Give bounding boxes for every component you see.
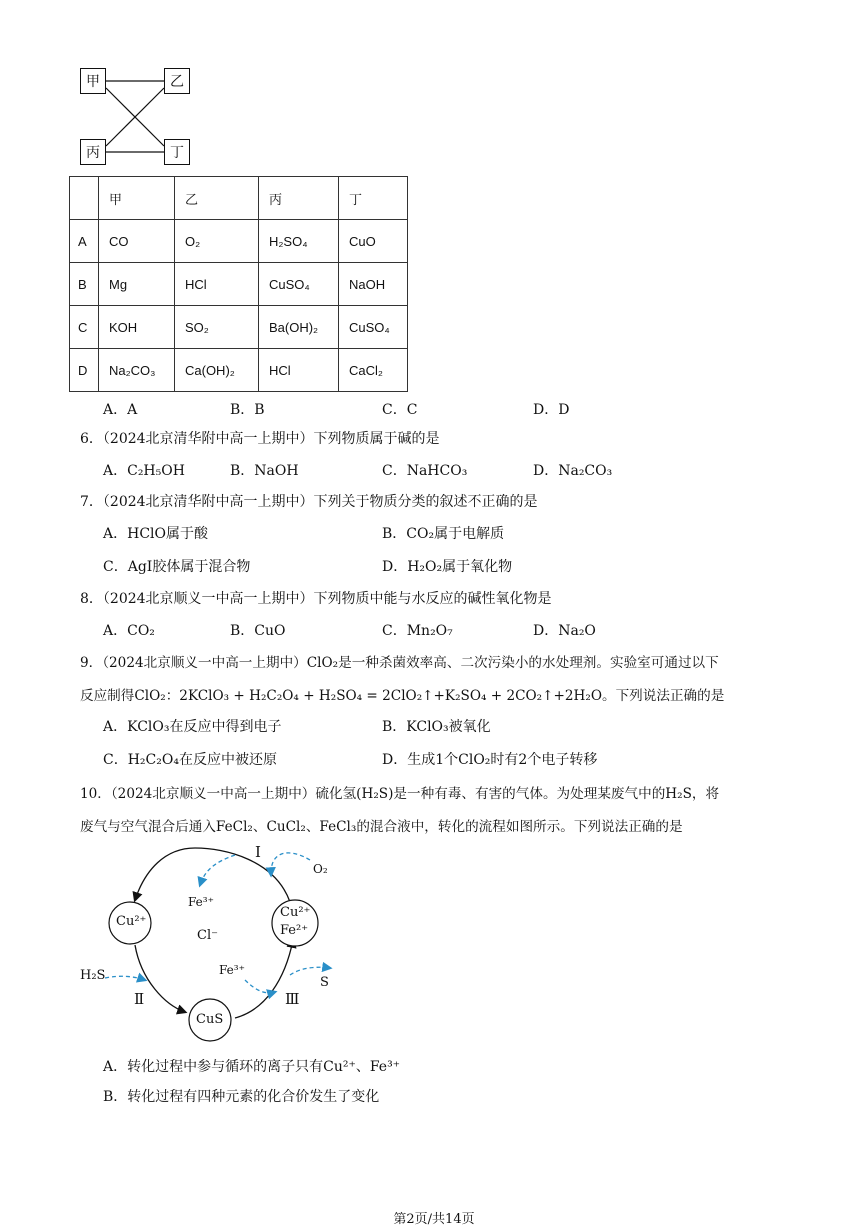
table-cell: HCl bbox=[175, 263, 259, 306]
o2-label: O₂ bbox=[313, 862, 328, 876]
q7-stem: 7．（2024北京清华附中高一上期中）下列关于物质分类的叙述不正确的是 bbox=[80, 494, 538, 510]
table-cell: Na₂CO₃ bbox=[99, 349, 175, 392]
page-footer: 第2页/共14页 bbox=[393, 1212, 475, 1227]
cl-label: Cl⁻ bbox=[197, 928, 218, 943]
q9-option-b[interactable]: B．KClO₃被氧化 bbox=[382, 719, 491, 735]
q6-option-c[interactable]: C．NaHCO₃ bbox=[382, 463, 468, 479]
box-jia: 甲 bbox=[80, 68, 106, 94]
q5-option-a[interactable]: A．A bbox=[103, 402, 138, 418]
q5-option-b[interactable]: B．B bbox=[230, 402, 265, 418]
q6-option-a[interactable]: A．C₂H₅OH bbox=[103, 463, 185, 479]
fe3-top-label: Fe³⁺ bbox=[188, 895, 214, 909]
fe3-bottom-label: Fe³⁺ bbox=[219, 963, 245, 977]
table-row bbox=[70, 263, 408, 306]
q10-option-b[interactable]: B．转化过程有四种元素的化合价发生了变化 bbox=[103, 1089, 380, 1105]
options-table bbox=[69, 176, 408, 392]
box-ding: 丁 bbox=[164, 139, 190, 165]
table-cell: C bbox=[70, 306, 99, 349]
table-cell: SO₂ bbox=[175, 306, 259, 349]
table-cell: D bbox=[70, 349, 99, 392]
q9-option-d[interactable]: D．生成1个ClO₂时有2个电子转移 bbox=[382, 752, 598, 768]
q7-option-c[interactable]: C．AgI胶体属于混合物 bbox=[103, 559, 251, 575]
q8-option-c[interactable]: C．Mn₂O₇ bbox=[382, 623, 453, 639]
table-header-cell: 乙 bbox=[175, 177, 259, 220]
table-cell: B bbox=[70, 263, 99, 306]
s-label: S bbox=[320, 975, 329, 990]
arrow-fe3-out bbox=[200, 855, 235, 885]
table-header-row bbox=[70, 177, 408, 220]
node-cu-label: Cu²⁺ bbox=[116, 914, 147, 929]
q7-option-b[interactable]: B．CO₂属于电解质 bbox=[382, 526, 505, 542]
table-header-cell: 丁 bbox=[339, 177, 408, 220]
q10-option-a[interactable]: A．转化过程中参与循环的离子只有Cu²⁺、Fe³⁺ bbox=[103, 1059, 401, 1075]
h2s-label: H₂S bbox=[80, 968, 106, 983]
table-header-cell: 丙 bbox=[259, 177, 339, 220]
q5-option-d[interactable]: D．D bbox=[533, 402, 570, 418]
q9-stem-line1: 9．（2024北京顺义一中高一上期中）ClO₂是一种杀菌效率高、二次污染小的水处理剂。实验室可通过以下 bbox=[80, 655, 719, 671]
q10-stem-line2: 废气与空气混合后通入FeCl₂、CuCl₂、FeCl₃的混合液中，转化的流程如图所示。下列说法正确的是 bbox=[80, 819, 683, 835]
arrow-fe3-in bbox=[245, 980, 275, 993]
q6-option-b[interactable]: B．NaOH bbox=[230, 463, 299, 479]
table-cell: NaOH bbox=[339, 263, 408, 306]
table-cell: Ba(OH)₂ bbox=[259, 306, 339, 349]
table-cell: A bbox=[70, 220, 99, 263]
table-row bbox=[70, 306, 408, 349]
q6-option-d[interactable]: D．Na₂CO₃ bbox=[533, 463, 613, 479]
q7-option-d[interactable]: D．H₂O₂属于氧化物 bbox=[382, 559, 513, 575]
q8-option-a[interactable]: A．CO₂ bbox=[103, 623, 155, 639]
arrow-s-out bbox=[290, 967, 330, 975]
step3-label: Ⅲ bbox=[285, 990, 300, 1008]
table-header-cell bbox=[70, 177, 99, 220]
arrow-h2s-in bbox=[105, 976, 145, 980]
q10-stem-line1: 10．（2024北京顺义一中高一上期中）硫化氢(H₂S)是一种有毒、有害的气体。为处理某废气中的H₂S，将 bbox=[80, 786, 720, 802]
table-cell: CuSO₄ bbox=[259, 263, 339, 306]
box-yi: 乙 bbox=[164, 68, 190, 94]
node-cus-label: CuS bbox=[196, 1012, 224, 1027]
table-cell: CaCl₂ bbox=[339, 349, 408, 392]
step1-label: I bbox=[255, 843, 261, 861]
node-right-label-top: Cu²⁺ bbox=[280, 905, 311, 920]
q9-option-c[interactable]: C．H₂C₂O₄在反应中被还原 bbox=[103, 752, 277, 768]
arrow-step1 bbox=[135, 848, 290, 902]
q8-option-b[interactable]: B．CuO bbox=[230, 623, 286, 639]
q6-stem: 6．（2024北京清华附中高一上期中）下列物质属于碱的是 bbox=[80, 431, 440, 447]
table-cell: CuO bbox=[339, 220, 408, 263]
arrow-o2-in bbox=[271, 853, 310, 875]
table-cell: O₂ bbox=[175, 220, 259, 263]
q8-option-d[interactable]: D．Na₂O bbox=[533, 623, 596, 639]
step2-label: Ⅱ bbox=[134, 990, 145, 1008]
node-right-label-bottom: Fe²⁺ bbox=[280, 923, 309, 938]
table-row bbox=[70, 349, 408, 392]
table-header-cell: 甲 bbox=[99, 177, 175, 220]
table-cell: CuSO₄ bbox=[339, 306, 408, 349]
table-row bbox=[70, 220, 408, 263]
table-cell: CO bbox=[99, 220, 175, 263]
q9-option-a[interactable]: A．KClO₃在反应中得到电子 bbox=[103, 719, 282, 735]
box-bing: 丙 bbox=[80, 139, 106, 165]
table-cell: KOH bbox=[99, 306, 175, 349]
q5-option-c[interactable]: C．C bbox=[382, 402, 418, 418]
table-cell: Mg bbox=[99, 263, 175, 306]
q8-stem: 8．（2024北京顺义一中高一上期中）下列物质中能与水反应的碱性氧化物是 bbox=[80, 591, 552, 607]
q9-stem-line2: 反应制得ClO₂：2KClO₃ + H₂C₂O₄ + H₂SO₄ = 2ClO₂↑+K₂SO₄ + 2CO₂↑+2H₂O。下列说法正确的是 bbox=[80, 688, 725, 704]
table-cell: Ca(OH)₂ bbox=[175, 349, 259, 392]
q7-option-a[interactable]: A．HClO属于酸 bbox=[103, 526, 208, 542]
table-cell: H₂SO₄ bbox=[259, 220, 339, 263]
table-cell: HCl bbox=[259, 349, 339, 392]
